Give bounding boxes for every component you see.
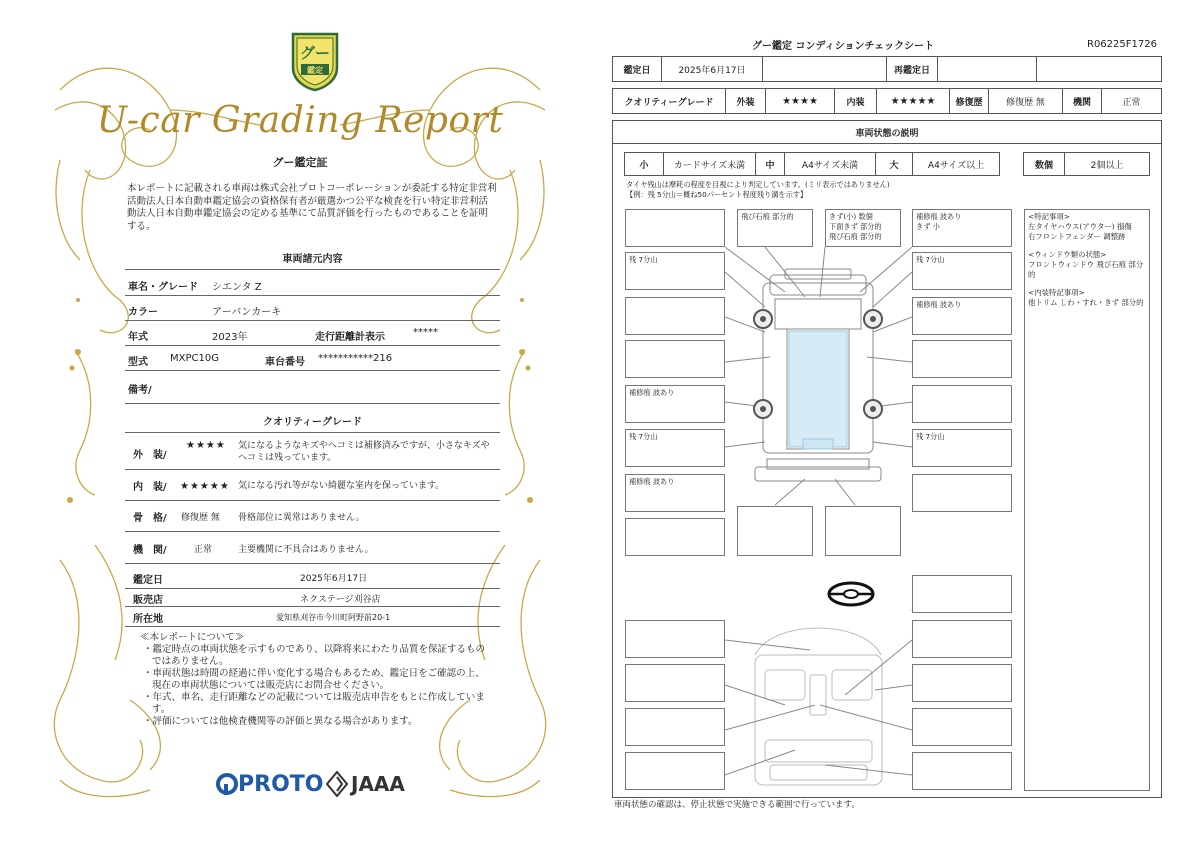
notes-title: ≪本レポートについて≫ [140, 632, 245, 643]
dealer-label: 販売店 [133, 595, 163, 606]
check-box-right-2: 残 7分山 [912, 252, 1012, 290]
proto-logo [216, 770, 323, 798]
special-notes-box [1024, 209, 1150, 791]
sheet-footer-note: 車両状態の確認は、停止状態で実施できる範囲で行っています。 [614, 800, 860, 810]
reappraisal-label: 再鑑定日 [886, 56, 938, 82]
mileage-value: ***** [413, 327, 438, 338]
logo-text-bottom: 鑑定 [307, 66, 323, 75]
divider [125, 269, 500, 270]
repair-label: 修復歴 [949, 88, 989, 114]
size-small-desc: カードサイズ未満 [663, 152, 756, 176]
note-item: ・年式、車名、走行距離などの記載については販売店申告をもとに作成しています。 [143, 692, 485, 715]
check-box-top-2: きず(小) 数個 下面きず 部分的 飛び石痕 部分的 [825, 209, 901, 247]
divider [125, 500, 500, 501]
ext-label: 外装 [725, 88, 766, 114]
frame-label: 骨 格/ [133, 513, 167, 524]
special-title: <特記事項> [1028, 212, 1070, 221]
date-value: 2025年6月17日 [661, 56, 763, 82]
count-value: 2個以上 [1064, 152, 1150, 176]
car-interior-diagram [725, 610, 912, 790]
tire-note-1: タイヤ残山は摩耗の程度を目視により判定しています。(ミリ表示ではありません) [626, 180, 890, 189]
check-box-left-6: 残 7分山 [625, 429, 725, 467]
interior-box-left-1 [625, 620, 725, 658]
car-exterior-diagram [725, 247, 912, 507]
sheet-title: グー鑑定 コンディションチェックシート [752, 41, 935, 52]
divider [125, 469, 500, 470]
grade-label: クオリティーグレード [612, 88, 726, 114]
quality-section-title: クオリティーグレード [263, 417, 362, 428]
divider [125, 403, 500, 404]
ext-stars: ★★★★ [765, 88, 835, 114]
condition-title: 車両状態の説明 [612, 120, 1162, 144]
check-box-right-1: 補修痕 波あり きず 小 [912, 209, 1012, 247]
jaaa-logo [326, 770, 405, 798]
exterior-stars: ★★★★ [186, 440, 226, 451]
check-box-right-3: 補修痕 波あり [912, 297, 1012, 335]
note-item: ・鑑定時点の車両状態を示すものであり、以降将来にわたり品質を保証するものではありません。 [143, 644, 486, 667]
car-name-value: シエンタ Z [212, 282, 262, 293]
interior-box-right-1 [912, 575, 1012, 613]
repair-value: 修復歴 無 [988, 88, 1063, 114]
date-label: 鑑定日 [612, 56, 662, 82]
color-label: カラー [128, 307, 158, 318]
divider [125, 626, 500, 627]
sheet-doc-id: R06225F1726 [1087, 39, 1157, 50]
spec-section-title: 車両諸元内容 [282, 254, 343, 265]
engine-value: 正常 [1101, 88, 1162, 114]
divider [125, 295, 500, 296]
year-label: 年式 [128, 332, 148, 343]
certificate-heading: グー鑑定証 [272, 156, 328, 169]
size-small-label: 小 [624, 152, 664, 176]
appraisal-date-label: 鑑定日 [133, 575, 163, 586]
interior-box-left-4 [625, 752, 725, 790]
window-line: フロントウィンドウ 飛び石痕 部分的 [1028, 260, 1144, 279]
check-box-bottom-2 [825, 506, 901, 556]
model-value: MXPC10G [170, 353, 219, 364]
check-box-left-7: 補修痕 波あり [625, 474, 725, 512]
check-box-right-6: 残 7分山 [912, 429, 1012, 467]
divider [125, 563, 500, 564]
check-box-left-2: 残 7分山 [625, 252, 725, 290]
report-notes [140, 632, 490, 728]
exterior-label: 外 装/ [133, 450, 167, 461]
note-item: ・車両状態は時間の経過に伴い変化する場合もあるため、鑑定日をご確認の上、現在の車両状態については販売店にお問合せください。 [143, 668, 485, 691]
tire-note-2: 【例：残 5分山＝概ね50パーセント程度残り溝を示す】 [626, 190, 808, 199]
check-box-bottom-1 [737, 506, 813, 556]
address-value: 愛知県刈谷市今川町阿野前20-1 [276, 613, 391, 622]
special-line: 右フロントフェンダー 調整跡 [1028, 232, 1126, 241]
check-box-top-1: 飛び石痕 部分的 [737, 209, 813, 247]
check-box-right-5 [912, 385, 1012, 423]
divider [125, 588, 500, 589]
interior-box-left-2 [625, 664, 725, 702]
size-mid-label: 中 [755, 152, 785, 176]
chassis-label: 車台番号 [265, 357, 305, 368]
interior-box-left-3 [625, 708, 725, 746]
color-value: アーバンカーキ [212, 307, 282, 318]
engine-value: 正常 [194, 545, 213, 555]
check-box-left-3 [625, 297, 725, 335]
int-stars: ★★★★★ [876, 88, 950, 114]
divider [125, 432, 500, 433]
interior-label: 内 装/ [133, 482, 167, 493]
check-box-left-8 [625, 518, 725, 556]
appraisal-date-value: 2025年6月17日 [300, 574, 368, 584]
exterior-text: 気になるようなキズやヘコミは補修済みですが、小さなキズやヘコミは残っています。 [238, 441, 490, 463]
chassis-value: ***********216 [318, 353, 393, 364]
divider [125, 531, 500, 532]
window-title: <ウィンドウ類の状態> [1028, 250, 1107, 259]
special-line: 左タイヤハウス(アウター) 損傷 [1028, 222, 1132, 231]
mileage-label: 走行距離計表示 [315, 332, 385, 343]
engine-label: 機 関/ [133, 545, 167, 556]
jaaa-logo-text: JAAA [351, 772, 405, 796]
date-blank [762, 56, 887, 82]
reappraisal-value [937, 56, 1037, 82]
interior-box-right-4 [912, 708, 1012, 746]
divider [125, 320, 500, 321]
interior-box-right-3 [912, 664, 1012, 702]
interior-stars: ★★★★★ [180, 481, 230, 492]
interior-box-right-5 [912, 752, 1012, 790]
check-box-left-5: 補修痕 波あり [625, 385, 725, 423]
frame-text: 骨格部位に異常はありません。 [238, 513, 365, 523]
check-box-right-7 [912, 474, 1012, 512]
steering-wheel-icon [826, 580, 876, 608]
engine-text: 主要機関に不具合はありません。 [238, 545, 374, 555]
report-script-title: U-car Grading Report [96, 100, 504, 141]
interior-title: <内装特記事項> [1028, 288, 1085, 297]
size-mid-desc: A4サイズ未満 [784, 152, 876, 176]
proto-mark-icon [216, 772, 238, 796]
note-item: ・評価については他検査機関等の評価と異なる場合があります。 [143, 716, 418, 727]
engine-label: 機関 [1062, 88, 1102, 114]
remarks-label: 備考/ [128, 385, 152, 396]
model-label: 型式 [128, 357, 148, 368]
divider [125, 606, 500, 607]
logo-text-top: グー [299, 44, 331, 62]
count-label: 数個 [1023, 152, 1065, 176]
proto-logo-text: PROTO [238, 771, 324, 797]
divider [125, 345, 500, 346]
year-value: 2023年 [212, 332, 248, 343]
check-box-left-1 [625, 209, 725, 247]
interior-text: 気になる汚れ等がない綺麗な室内を保っています。 [238, 481, 445, 491]
divider [125, 370, 500, 371]
jaaa-mark-icon [326, 771, 348, 797]
size-large-desc: A4サイズ以上 [912, 152, 1000, 176]
reappraisal-blank [1036, 56, 1162, 82]
interior-line: 他トリム しわ・すれ・きず 部分的 [1028, 298, 1144, 307]
address-label: 所在地 [133, 614, 163, 625]
check-box-right-4 [912, 340, 1012, 378]
car-name-label: 車名・グレード [128, 282, 198, 293]
int-label: 内装 [834, 88, 877, 114]
size-large-label: 大 [875, 152, 913, 176]
frame-value: 修復歴 無 [181, 513, 220, 523]
dealer-value: ネクステージ刈谷店 [300, 595, 381, 605]
certificate-intro: 本レポートに記載される車両は株式会社プロトコーポレーションが委託する特定非営利活動法人日本自動車鑑定協会の資格保有者が厳選かつ公平な検査を行い特定非営利活動法人日本自動車鑑定協会の定める基準にて品質評価を行ったものであることを証明する。 [127, 183, 497, 232]
interior-box-right-2 [912, 620, 1012, 658]
goo-kantei-logo [287, 30, 343, 92]
check-box-left-4 [625, 340, 725, 378]
